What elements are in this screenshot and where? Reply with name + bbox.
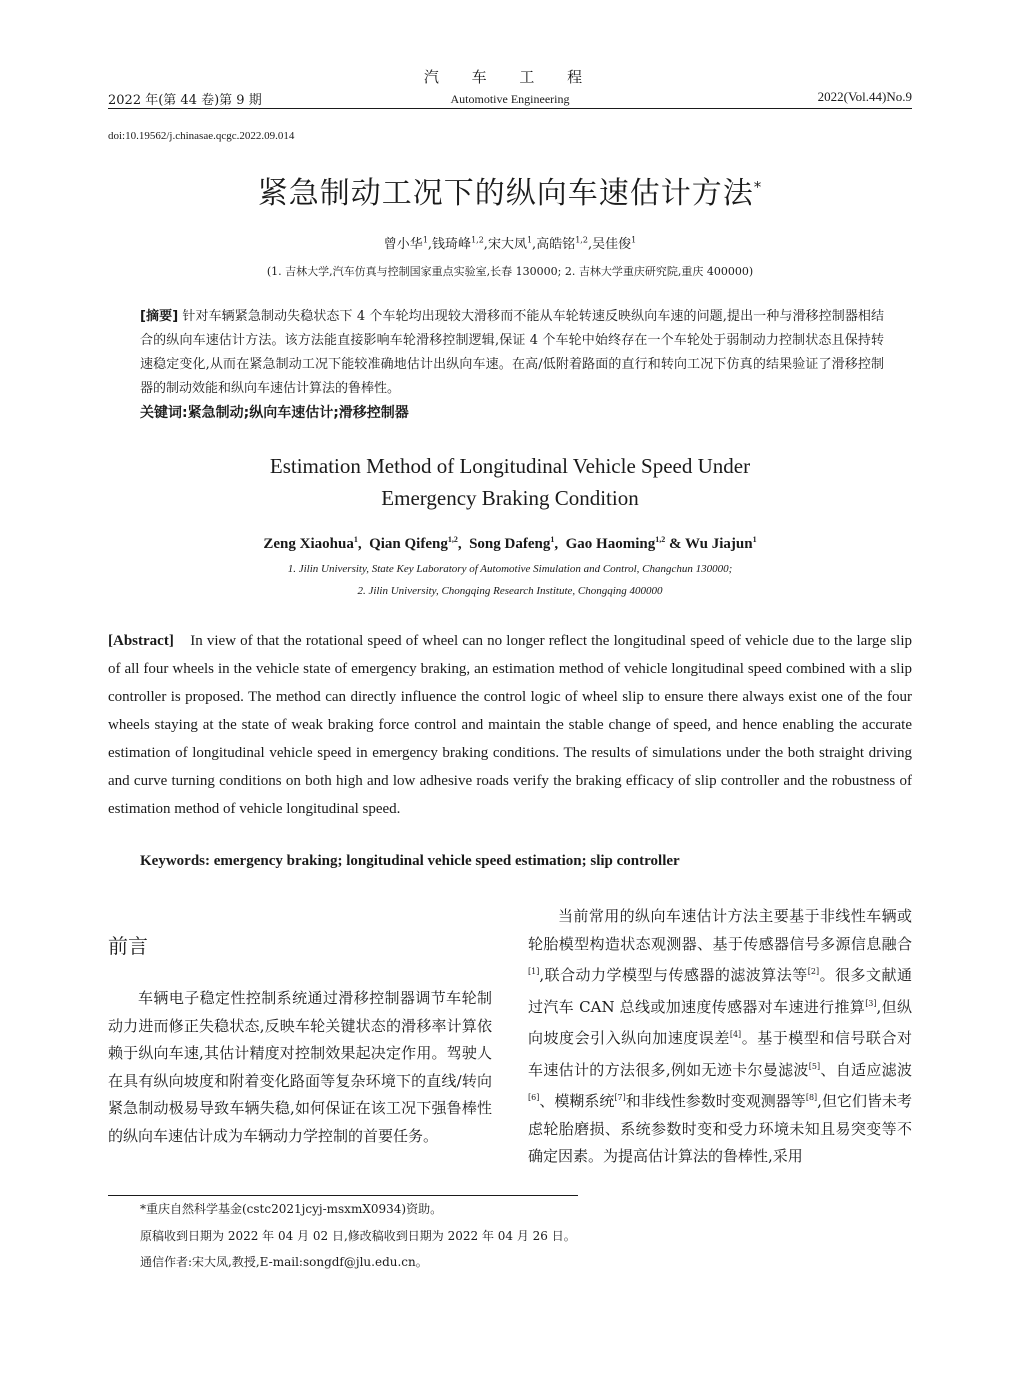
- citation[interactable]: [6]: [528, 1093, 540, 1102]
- citation[interactable]: [3]: [865, 998, 877, 1008]
- text-run: ,但纵向坡度会引入纵向加速度误差: [528, 997, 912, 1047]
- author-en: Zeng Xiaohua: [263, 536, 354, 552]
- author-aff: 1: [353, 535, 358, 544]
- abstract-cn-label: [摘要]: [140, 309, 179, 324]
- footnote-corresponding: 通信作者:宋大凤,教授,E-mail:songdf@jlu.edu.cn。: [140, 1255, 428, 1269]
- body-column-left: 车辆电子稳定性控制系统通过滑移控制器调节车轮制动力进而修正失稳状态,反映车轮关键状态的滑移率计算依赖于纵向车速,其估计精度对控制效果起决定作用。驾驶人在具有纵向坡度和附着变化路面等复杂环境下的直线/转向紧急制动极易导致车辆失稳,如何保证在该工况下强鲁棒性的纵向车速估计成为车辆动力学控制的首要任务。: [108, 989, 492, 1145]
- author-aff: 1,2: [655, 535, 666, 544]
- footnote-fund: *重庆自然科学基金(cstc2021jcyj-msxmX0934)资助。: [140, 1202, 443, 1216]
- author-cn: 宋大凤: [487, 237, 527, 252]
- text-run: 、自适应滤波: [820, 1060, 912, 1079]
- issue-info-cn: 2022 年(第 44 卷)第 9 期: [108, 93, 262, 108]
- citation[interactable]: [8]: [805, 1093, 818, 1102]
- author-aff: 1,2: [471, 235, 484, 245]
- author-en: Gao Haoming: [565, 536, 656, 552]
- author-aff: 1: [752, 535, 757, 544]
- body-column-right: [528, 903, 912, 1171]
- authors-cn: 曾小华$^1$,钱琦峰$^{1,2}$,宋大凤$^1$,高皓铭$^{1,2}$,吴佳俊$^1$: [383, 235, 637, 252]
- author-aff: 1: [631, 235, 637, 245]
- journal-name-en: Automotive Engineering: [450, 92, 570, 106]
- doi[interactable]: doi:10.19562/j.chinasae.qcgc.2022.09.014: [108, 130, 295, 142]
- text-run: ,但它们皆未考虑轮胎磨损、系统参数时变和受力环境未知且易突变等不确定因素。为提高估计算法的鲁棒性,采用: [528, 1092, 912, 1165]
- title-fund-mark: *: [753, 178, 763, 196]
- affiliation-cn: (1. 吉林大学,汽车仿真与控制国家重点实验室,长春 130000; 2. 吉林大学重庆研究院,重庆 400000): [266, 265, 754, 278]
- journal-name-cn: 汽 车 工 程: [423, 68, 597, 86]
- citation[interactable]: [4]: [729, 1030, 742, 1039]
- citation[interactable]: [2]: [807, 967, 820, 976]
- issue-info-en: 2022(Vol.44)No.9: [817, 89, 912, 104]
- text-run: 和非线性参数时变观测器等: [625, 1092, 806, 1110]
- page-title-cn: [0, 168, 1020, 212]
- title-en-line2: Emergency Braking Condition: [381, 486, 639, 510]
- author-cn: 高皓铭: [536, 237, 576, 252]
- header-rule: [108, 108, 912, 109]
- author-en: Qian Qifeng: [369, 536, 448, 552]
- citation[interactable]: [7]: [614, 1093, 626, 1102]
- author-cn: 曾小华: [383, 237, 423, 252]
- text-run: 、模糊系统: [539, 1092, 615, 1110]
- citation[interactable]: [1]: [528, 967, 540, 976]
- author-aff: 1: [422, 235, 428, 245]
- text-run: ,联合动力学模型与传感器的滤波算法等: [539, 966, 808, 984]
- abstract-cn-text: 针对车辆紧急制动失稳状态下 4 个车轮均出现较大滑移而不能从车轮转速反映纵向车速的问题,提出一种与滑移控制器相结合的纵向车速估计方法。该方法能直接影响车轮滑移控制逻辑,保证 4 个车轮中始终存在一个车轮处于弱制动力控制状态且保持转速稳定变化,从而在紧急制动工况下能较准确地估计出纵向车速。在高/低附着路面的直行和转向工况下仿真的结果验证了滑移控制器的制动效能和纵向车速估计算法的鲁棒性。: [140, 309, 885, 396]
- abstract-en: [108, 627, 912, 823]
- footnote-dates: 原稿收到日期为 2022 年 04 月 02 日,修改稿收到日期为 2022 年 04 月 26 日。: [140, 1229, 576, 1243]
- section-title: 前言: [108, 934, 148, 958]
- citation[interactable]: [5]: [808, 1061, 821, 1071]
- author-aff: 1: [526, 235, 533, 245]
- author-aff: 1,2: [447, 535, 458, 544]
- keywords-en: Keywords: emergency braking; longitudinal vehicle speed estimation; slip controller: [140, 853, 680, 869]
- text-run: 。很多文献通过汽车 CAN 总线或加速度传感器对车速进行推算: [528, 966, 912, 1016]
- text-run: 。基于模型和信号联合对车速估计的方法很多,例如无迹卡尔曼滤波: [528, 1029, 912, 1079]
- affiliation-en-2: 2. Jilin University, Chongqing Research Institute, Chongqing 400000: [357, 585, 663, 597]
- abstract-cn: [140, 305, 884, 401]
- authors-en: Zeng Xiaohua$^1$, Qian Qifeng$^{1,2}$, Song Dafeng$^1$, Gao Haoming$^{1,2}$ & Wu Jiajun$^1$: [263, 535, 757, 552]
- author-aff: 1: [550, 535, 555, 544]
- title-en-line1: Estimation Method of Longitudinal Vehicle Speed Under: [269, 454, 751, 478]
- author-cn: 钱琦峰: [432, 237, 472, 252]
- title-cn-text: 紧急制动工况下的纵向车速估计方法: [257, 176, 754, 211]
- author-aff: 1,2: [575, 235, 588, 245]
- text-run: 当前常用的纵向车速估计方法主要基于非线性车辆或轮胎模型构造状态观测器、基于传感器信号多源信息融合: [528, 907, 912, 953]
- footnote-rule: [108, 1195, 578, 1196]
- author-en: Wu Jiajun: [684, 536, 753, 552]
- page-title-en: [0, 450, 1020, 514]
- abstract-en-label: [Abstract]: [108, 633, 174, 649]
- abstract-en-text: In view of that the rotational speed of wheel can no longer reflect the longitudinal speed of vehicle due to the large slip of all four wheels in the vehicle state of emergency braking, an estimation method of vehicle longitudinal speed combined with a slip controller is proposed. The method can directly influence the control logic of wheel slip to ensure there always exist one of the four wheels staying at the state of weak braking force control and maintain the stable change of speed, and hence enabling the accurate estimation of longitudinal vehicle speed in emergency braking conditions. The results of simulations under the both straight driving and curve turning conditions on both high and low adhesive roads verify the braking efficacy of slip controller and the robustness of estimation method of vehicle longitudinal speed.: [108, 633, 912, 817]
- affiliation-en-1: 1. Jilin University, State Key Laboratory of Automotive Simulation and Control, Changchun 130000;: [287, 563, 733, 575]
- author-en: Song Dafeng: [469, 536, 551, 552]
- author-cn: 吴佳俊: [592, 237, 632, 252]
- keywords-cn: 关键词:紧急制动;纵向车速估计;滑移控制器: [140, 405, 409, 421]
